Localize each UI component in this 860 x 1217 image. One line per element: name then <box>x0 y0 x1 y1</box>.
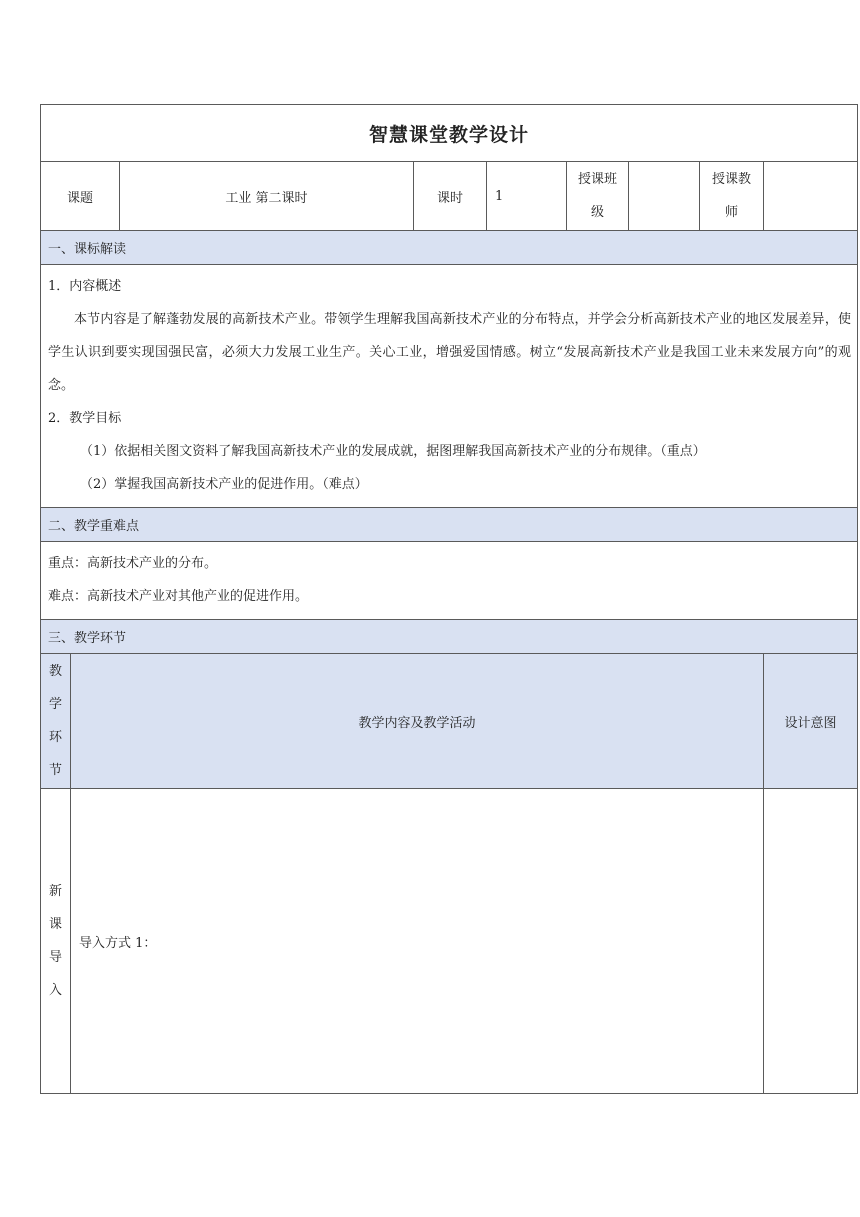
teacher-label-line1: 授课教 <box>711 172 751 187</box>
section-heading-key-points: 二、教学重难点 <box>41 508 858 542</box>
class-label <box>567 162 629 231</box>
stage-column-header: 教 学 环 节 <box>41 654 71 789</box>
class-value <box>629 162 700 231</box>
topic-label: 课题 <box>41 162 120 231</box>
goal-item-2: （2）掌握我国高新技术产业的促进作用。（难点） <box>80 477 368 492</box>
stage-table-header <box>41 654 858 789</box>
header-row <box>41 162 858 231</box>
goals-subheading: 2．教学目标 <box>48 411 122 426</box>
stage-content: 导入方式 1： <box>71 789 764 1094</box>
period-label: 课时 <box>414 162 487 231</box>
page-title: 智慧课堂教学设计 <box>41 105 858 162</box>
class-label-line2: 级 <box>590 205 604 220</box>
key-points-body <box>41 542 858 620</box>
content-column-header: 教学内容及教学活动 <box>71 654 764 789</box>
table-row <box>41 789 858 1094</box>
lesson-plan-table <box>40 104 858 1094</box>
teacher-label-line2: 师 <box>724 205 738 220</box>
class-label-line1: 授课班 <box>577 172 617 187</box>
key-point: 重点：高新技术产业的分布。 <box>48 556 218 571</box>
teacher-label <box>700 162 764 231</box>
section-heading-teaching-stages: 三、教学环节 <box>41 620 858 654</box>
difficult-point: 难点：高新技术产业对其他产业的促进作用。 <box>48 589 309 604</box>
standards-body <box>41 265 858 508</box>
lesson-plan-page <box>40 104 857 1094</box>
teacher-value <box>764 162 858 231</box>
section-heading-standards: 一、课标解读 <box>41 231 858 265</box>
stage-name: 新 课 导 入 <box>41 789 71 1094</box>
overview-paragraph: 本节内容是了解蓬勃发展的高新技术产业。带领学生理解我国高新技术产业的分布特点，并学会分析高新技术产业的地区发展差异，使学生认识到要实现国强民富，必须大力发展工业生产。关心工业，增强爱国情感。树立“发展高新技术产业是我国工业未来发展方向”的观念。 <box>48 312 851 393</box>
period-value: 1 <box>487 162 567 231</box>
overview-subheading: 1．内容概述 <box>48 279 122 294</box>
topic-value: 工业 第二课时 <box>120 162 414 231</box>
stage-intent <box>764 789 858 1094</box>
intent-column-header: 设计意图 <box>764 654 858 789</box>
goal-item-1: （1）依据相关图文资料了解我国高新技术产业的发展成就，据图理解我国高新技术产业的分布规律。（重点） <box>80 444 706 459</box>
